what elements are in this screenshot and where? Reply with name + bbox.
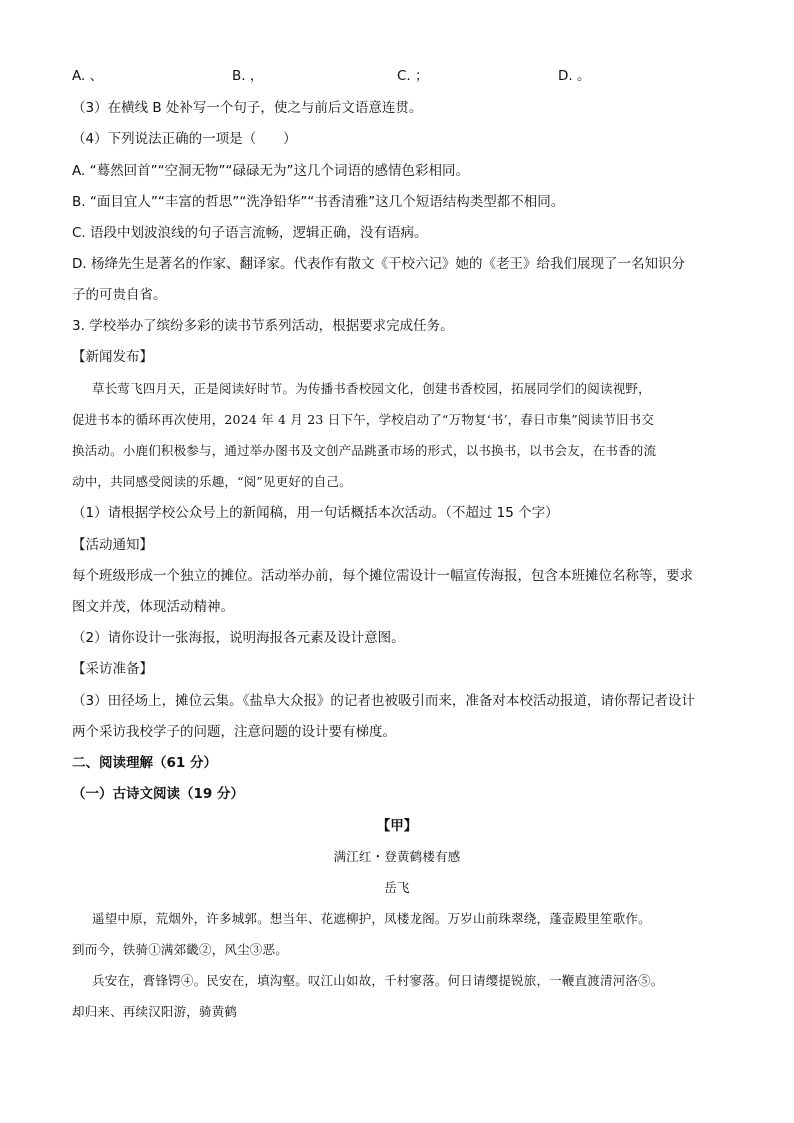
notice-text-line2: 图文并茂，体现活动精神。 bbox=[72, 599, 234, 615]
poem-line2: 到而今，铁骑①满郊畿②，风尘③恶。 bbox=[72, 942, 288, 957]
poem-label: 【甲】 bbox=[376, 818, 418, 834]
question-3-2: （2）请你设计一张海报，说明海报各元素及设计意图。 bbox=[72, 630, 405, 646]
section-title: 二、阅读理解（61 分） bbox=[72, 755, 217, 771]
choice-d-line2: 子的可贵自省。 bbox=[72, 287, 167, 303]
notice-heading: 【活动通知】 bbox=[72, 537, 153, 553]
option-c: C. ； bbox=[397, 68, 429, 84]
news-text-line2: 促进书本的循环再次使用，2024 年 4 月 23 日下午，学校启动了“万物复‘书’，春日市集”阅读节旧书交 bbox=[72, 412, 655, 427]
question-3-intro: 3. 学校举办了缤纷多彩的读书节系列活动，根据要求完成任务。 bbox=[72, 318, 454, 334]
option-b: B. ， bbox=[232, 68, 264, 84]
option-d: D. 。 bbox=[558, 68, 591, 84]
prep-heading: 【采访准备】 bbox=[72, 661, 153, 677]
question-2-3: （3）在横线 B 处补写一个句子，使之与前后文语意连贯。 bbox=[72, 100, 423, 116]
news-heading: 【新闻发布】 bbox=[72, 349, 153, 365]
news-text-line3: 换活动。小鹿们积极参与，通过举办图书及文创产品跳蚤市场的形式，以书换书，以书会友，在书香的流 bbox=[72, 443, 657, 458]
subsection-title: （一）古诗文阅读（19 分） bbox=[72, 786, 244, 802]
poem-line3: 兵安在，膏锋锷④。民安在，填沟壑。叹江山如故，千村寥落。何日请缨提锐旅，一鞭直渡清河洛⑤。 bbox=[92, 973, 664, 988]
choice-b: B. “面目宜人”“丰富的哲思”“洗净铅华”“书香清雅”这几个短语结构类型都不相同。 bbox=[72, 194, 565, 210]
question-3-1: （1）请根据学校公众号上的新闻稿，用一句话概括本次活动。（不超过 15 个字） bbox=[72, 505, 559, 521]
notice-text-line1: 每个班级形成一个独立的摊位。活动举办前，每个摊位需设计一幅宣传海报，包含本班摊位名称等，要求 bbox=[72, 568, 693, 584]
poem-line4: 却归来、再续汉阳游，骑黄鹤 bbox=[72, 1004, 238, 1019]
choice-a: A. “蓦然回首”“空洞无物”“碌碌无为”这几个词语的感情色彩相同。 bbox=[72, 163, 470, 179]
question-2-4: （4）下列说法正确的一项是（ ） bbox=[72, 131, 297, 147]
news-text-line4: 动中，共同感受阅读的乐趣，“阅”见更好的自己。 bbox=[72, 474, 352, 489]
poem-line1: 遥望中原，荒烟外，许多城郭。想当年、花遮柳护，凤楼龙阁。万岁山前珠翠绕，蓬壶殿里笙歌作。 bbox=[92, 911, 651, 926]
choice-c: C. 语段中划波浪线的句子语言流畅，逻辑正确，没有语病。 bbox=[72, 225, 428, 241]
question-3-3-line2: 两个采访我校学子的问题，注意问题的设计要有梯度。 bbox=[72, 724, 396, 740]
question-3-3-line1: （3）田径场上，摊位云集。《盐阜大众报》的记者也被吸引而来，准备对本校活动报道，请你帮记者设计 bbox=[72, 693, 695, 709]
poem-author: 岳飞 bbox=[384, 880, 410, 895]
news-text-line1: 草长莺飞四月天，正是阅读好时节。为传播书香校园文化，创建书香校园，拓展同学们的阅读视野， bbox=[92, 381, 651, 396]
choice-d-line1: D. 杨绛先生是著名的作家、翻译家。代表作有散文《干校六记》她的《老王》给我们展现了一名知识分 bbox=[72, 256, 685, 272]
poem-title: 满江红・登黄鹤楼有感 bbox=[333, 849, 461, 864]
option-a: A. 、 bbox=[72, 68, 104, 84]
